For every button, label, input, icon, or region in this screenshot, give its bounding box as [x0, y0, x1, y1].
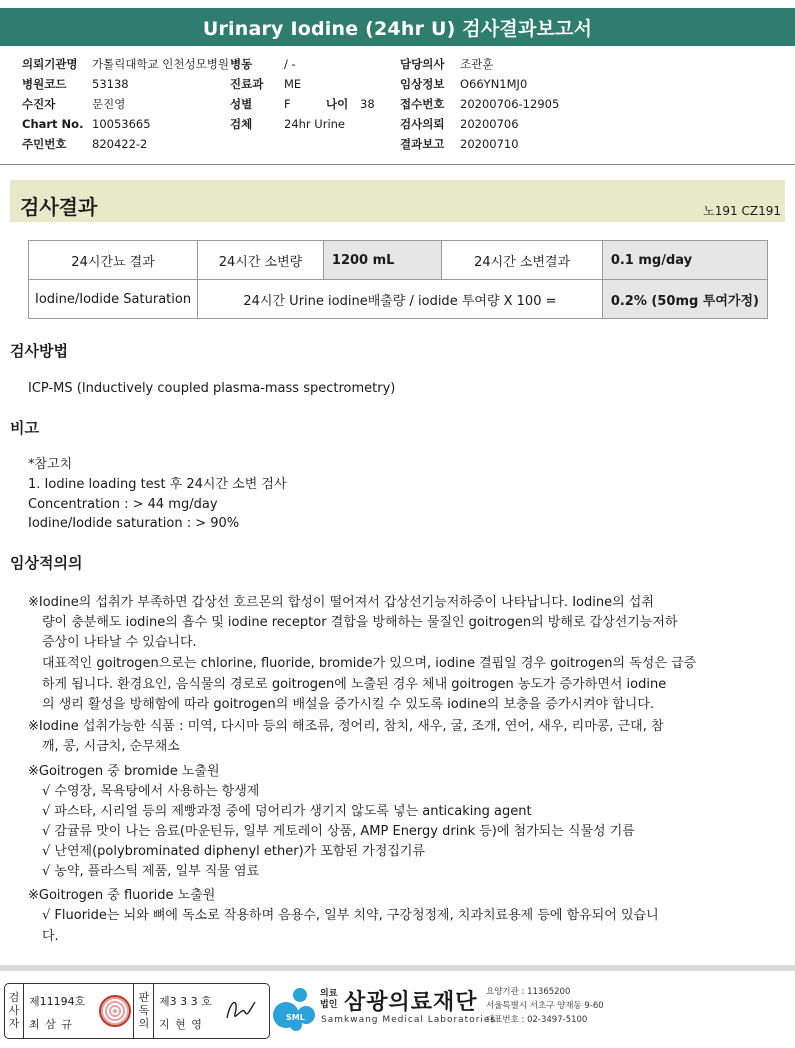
clinical-bullet: √ 농약, 플라스틱 제품, 일부 직물 염료 [42, 864, 260, 879]
table-cell: 24시간 소변결과 [442, 241, 602, 280]
clinical-line: ※Iodine 섭취가능한 식품 : 미역, 다시마 등의 해조류, 정어리, 참치, 새우, 굴, 조개, 연어, 새우, 리마콩, 근대, 참 [28, 719, 664, 734]
remark-line: Iodine/Iodide saturation : > 90% [28, 516, 240, 531]
divider [153, 984, 154, 1038]
clinical-bullet: √ 난연제(polybrominated diphenyl ether)가 포함된 가정집기류 [42, 844, 425, 859]
table-cell: 0.1 mg/day [602, 241, 767, 280]
clinical-line: 량이 충분해도 iodine의 흡수 및 iodine receptor 결합을 방해하는 물질인 goitrogen의 방해로 갑상선기능저하 [42, 615, 678, 630]
table-cell: 0.2% (50mg 투여가정) [602, 280, 767, 319]
results-header [10, 180, 785, 222]
info-row: 임상정보 O66YN1MJ0 [400, 77, 528, 91]
clinical-bullet: √ 감귤류 맛이 나는 음료(마운틴듀, 일부 게토레이 상품, AMP Energy drink 등)에 첨가되는 식물성 기름 [42, 824, 635, 839]
results-heading: 검사결과 [20, 195, 98, 219]
results-table [28, 240, 768, 319]
clinical-line: 증상이 나타날 수 있습니다. [42, 635, 197, 650]
table-cell: 1200 mL [323, 241, 442, 280]
divider [133, 984, 134, 1038]
remark-line: 1. Iodine loading test 후 24시간 소변 검사 [28, 477, 287, 492]
tester-label: 검 사 자 [8, 991, 20, 1030]
table-row [29, 280, 768, 319]
tester-name: 최 삼 규 [29, 1018, 73, 1031]
tester-license: 제11194호 [29, 995, 86, 1008]
report-title: Urinary Iodine (24hr U) 검사결과보고서 [0, 8, 795, 46]
reviewer-label: 판 독 의 [138, 991, 150, 1030]
specimen-row: 검체 24hr Urine [230, 117, 346, 131]
info-row: 접수번호 20200706-12905 [400, 97, 560, 111]
signature-box [4, 983, 270, 1039]
clinical-subheading: ※Goitrogen 중 fluoride 노출원 [28, 888, 216, 903]
org-contact: 요양기관 : 11365200 서울특별시 서초구 양재동 9-60 대표번호 : 02-3497-5100 [486, 987, 604, 1025]
table-cell: 24시간 소변량 [198, 241, 324, 280]
method-heading: 검사방법 [10, 342, 68, 360]
divider [23, 984, 24, 1038]
sml-logo-icon [272, 985, 318, 1033]
seal-stamp [99, 995, 131, 1027]
info-row: 의뢰기관명 가톨릭대학교 인천성모병원 [22, 57, 229, 71]
remarks-heading: 비고 [10, 419, 39, 437]
signature-mark [221, 994, 261, 1028]
clinical-bullet: 다. [42, 929, 59, 944]
table-cell: Iodine/Iodide Saturation [29, 280, 198, 319]
method-text: ICP-MS (Inductively coupled plasma-mass spectrometry) [28, 381, 396, 396]
info-row: 결과보고 20200710 [400, 137, 519, 151]
test-code: 노191 CZ191 [703, 204, 781, 218]
divider [0, 164, 795, 165]
clinical-line: 의 생리 활성을 방해함에 따라 goitrogen의 배설을 증가시킬 수 있도록 iodine의 보충을 증가시켜야 합니다. [42, 697, 655, 712]
clinical-line: 하게 됩니다. 환경요인, 음식물의 경로로 goitrogen에 노출된 경우 체내 goitrogen 농도가 증가하면서 iodine [42, 677, 667, 692]
clinical-line: 깨, 콩, 시금치, 순무채소 [42, 739, 180, 754]
info-row: 검사의뢰 20200706 [400, 117, 519, 131]
clinical-bullet: √ Fluoride는 뇌와 뼈에 독소로 작용하며 음용수, 일부 치약, 구강청정제, 치과치료용제 등에 함유되어 있습니 [42, 908, 659, 923]
org-english-name: Samkwang Medical Laboratories [321, 1015, 497, 1025]
org-name: 삼광의료재단 [344, 990, 478, 1015]
info-row: 주민번호 820422-2 [22, 137, 148, 151]
remark-line: *참고치 [28, 457, 73, 472]
clinical-heading: 임상적의의 [10, 554, 83, 572]
sex-age-row: 성별 F 나이 38 [230, 97, 375, 111]
info-row: 담당의사 조관훈 [400, 57, 494, 71]
clinical-subheading: ※Goitrogen 중 bromide 노출원 [28, 764, 220, 779]
reviewer-license: 제3 3 3 호 [159, 995, 212, 1008]
clinical-line: 대표적인 goitrogen으로는 chlorine, fluoride, bromide가 있으며, iodine 결핍일 경우 goitrogen의 독성은 급증 [42, 656, 697, 671]
dept-row: 진료과 ME [230, 77, 302, 91]
ward-row: 병동 / - [230, 57, 296, 71]
table-cell: 24시간뇨 결과 [29, 241, 198, 280]
info-row: Chart No. 10053665 [22, 117, 151, 131]
logo-badge: SML [286, 1013, 305, 1022]
org-prefix: 의료 법인 [320, 989, 338, 1010]
remark-line: Concentration : > 44 mg/day [28, 497, 218, 512]
table-cell: 24시간 Urine iodine배출량 / iodide 투여량 X 100 = [198, 280, 603, 319]
clinical-bullet: √ 파스타, 시리얼 등의 제빵과정 중에 덩어리가 생기지 않도록 넣는 anticaking agent [42, 804, 532, 819]
footer [0, 965, 795, 1048]
info-row: 병원코드 53138 [22, 77, 129, 91]
top-strip [0, 0, 795, 8]
reviewer-name: 지 현 영 [159, 1018, 203, 1031]
info-row: 수진자 문진영 [22, 97, 126, 111]
table-row [29, 241, 768, 280]
clinical-line: ※Iodine의 섭취가 부족하면 갑상선 호르몬의 합성이 떨어져서 갑상선기능저하증이 나타납니다. Iodine의 섭취 [28, 595, 654, 610]
clinical-bullet: √ 수영장, 목욕탕에서 사용하는 항생제 [42, 784, 260, 799]
